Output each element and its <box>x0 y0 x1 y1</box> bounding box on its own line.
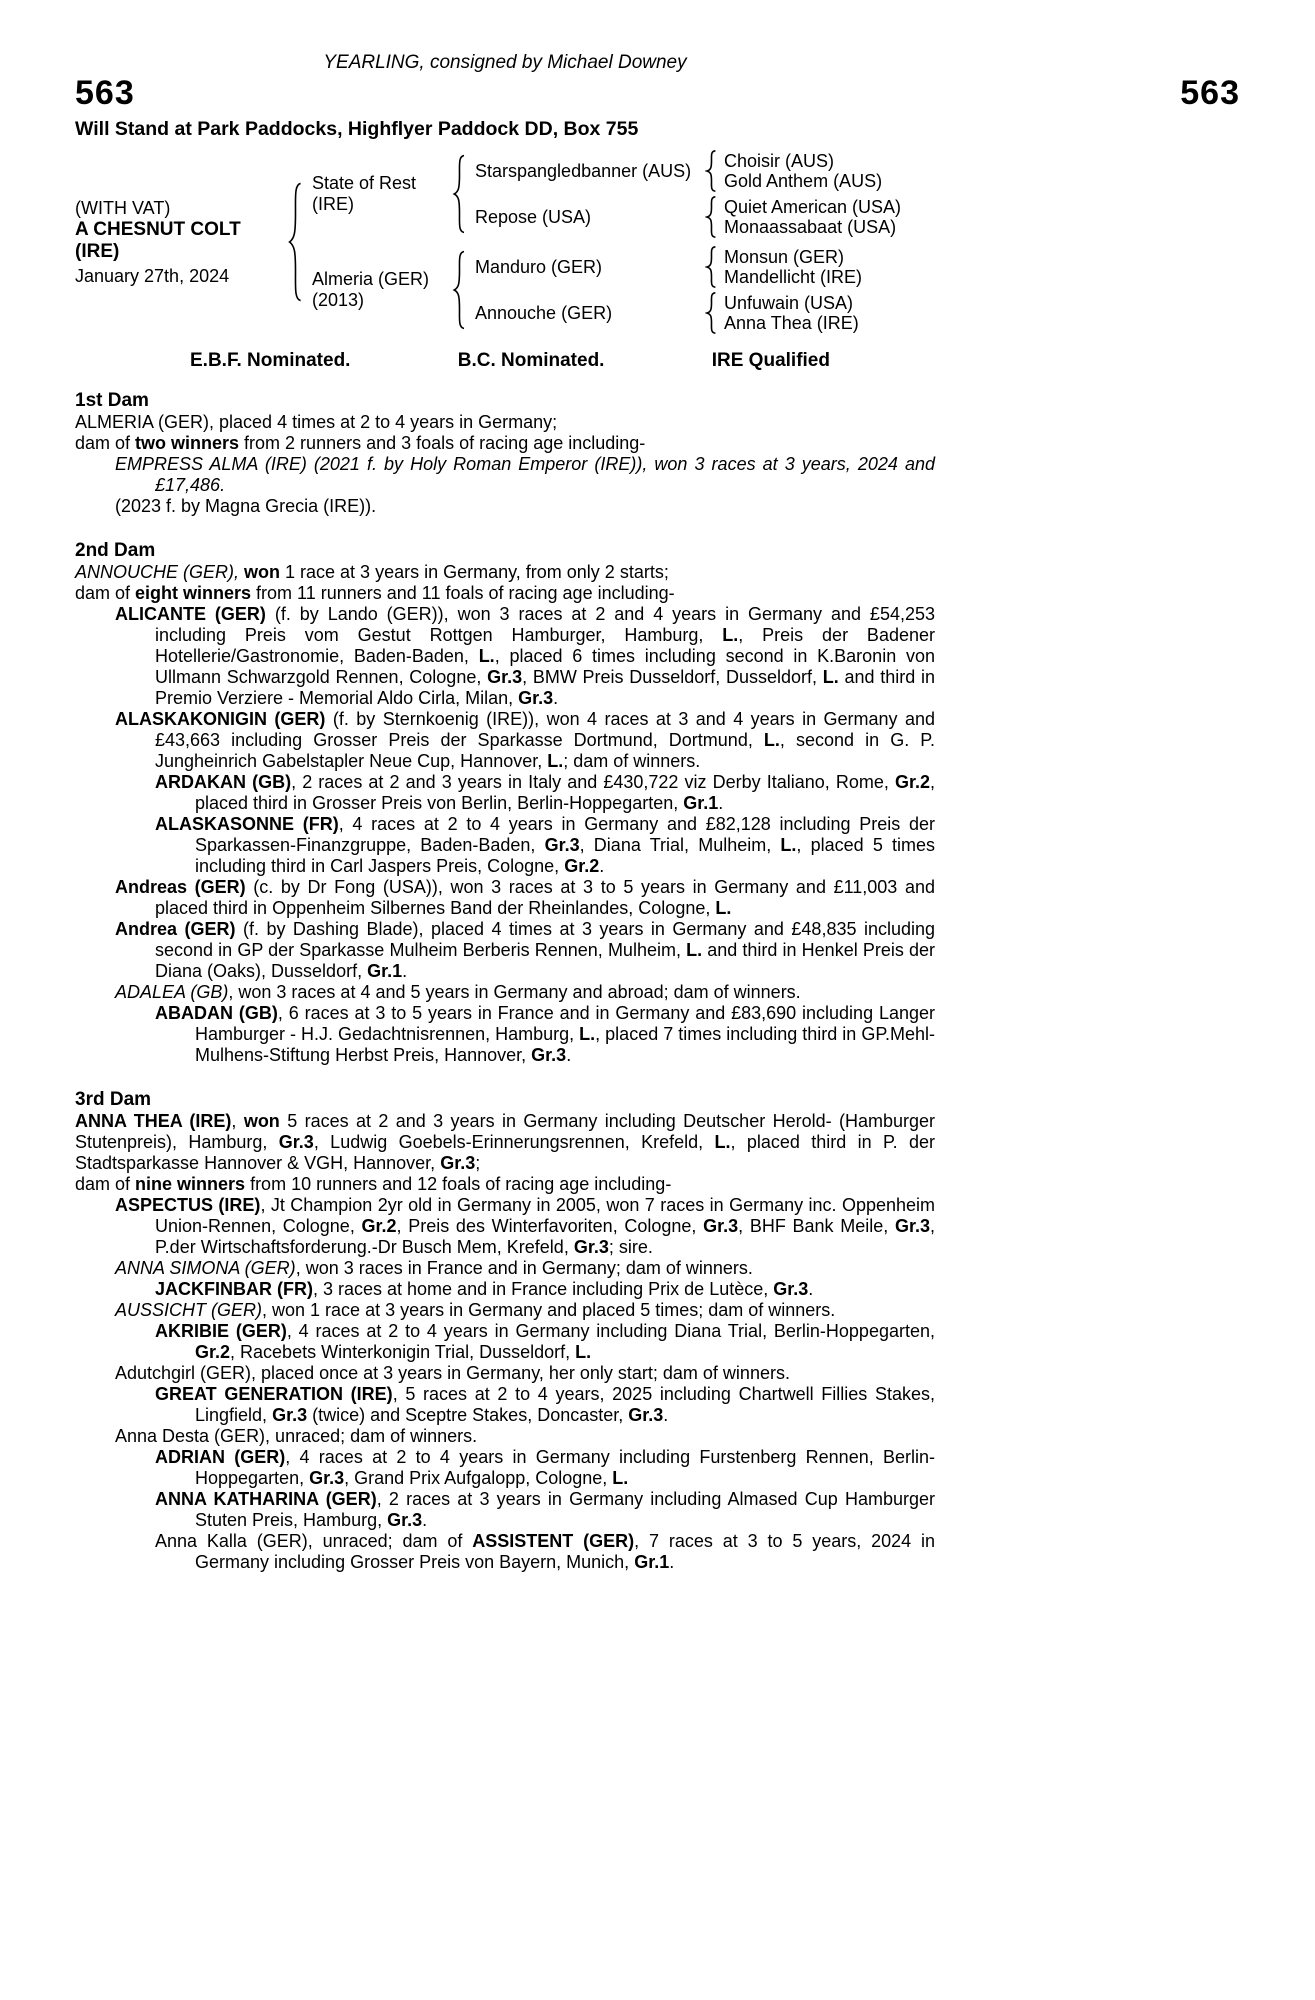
brace-icon <box>705 196 718 238</box>
pedigree-paragraph <box>75 412 935 433</box>
pedigree-paragraph <box>75 1195 935 1258</box>
text-segment: . <box>566 1045 572 1065</box>
text-segment: Gr.3 <box>518 688 554 708</box>
text-segment: JACKFINBAR (FR) <box>155 1279 313 1299</box>
text-segment: , placed 5 times including third in Carl Jaspers Preis, Cologne, <box>195 835 936 876</box>
text-segment: Andrea (GER) <box>115 919 236 939</box>
text-segment: nine winners <box>135 1174 246 1194</box>
text-segment: GREAT GENERATION (IRE) <box>155 1384 393 1404</box>
great-grandparent-name: Mandellicht (IRE) <box>724 267 863 287</box>
great-grandparents-column <box>718 247 862 287</box>
text-segment: . <box>402 961 408 981</box>
text-segment: , P.der Wirtschaftsforderung.-Dr Busch Mem, Krefeld, <box>155 1216 935 1257</box>
text-segment: ; sire. <box>608 1237 653 1257</box>
text-segment: ASSISTENT (GER) <box>472 1531 635 1551</box>
text-segment: , second in G. P. Jungheinrich Gabelstapler Neue Cup, Hannover, <box>155 730 935 771</box>
pedigree-paragraph <box>75 1426 935 1447</box>
text-segment: L. <box>547 751 564 771</box>
text-segment: Gr.3 <box>773 1279 809 1299</box>
text-segment: Gr.3 <box>272 1405 308 1425</box>
text-segment: , won 3 races in France and in Germany; dam of winners. <box>295 1258 753 1278</box>
text-segment: 1 race at 3 years in Germany, from only 2 starts; <box>280 562 669 582</box>
great-grandparents-column <box>718 151 882 191</box>
text-segment: Gr.2 <box>195 1342 231 1362</box>
great-grandparent-name: Monaassabaat (USA) <box>724 217 897 237</box>
text-segment: , 2 races at 3 years in Germany including Almased Cup Hamburger Stuten Preis, Hamburg, <box>195 1489 935 1530</box>
text-segment: two winners <box>135 433 240 453</box>
text-segment: ADALEA (GB) <box>115 982 229 1002</box>
pedigree-grandparent-block <box>467 292 862 334</box>
text-segment: , 4 races at 2 to 4 years in Germany including Furstenberg Rennen, Berlin-Hoppegarten, <box>195 1447 935 1488</box>
text-segment: , Grand Prix Aufgalopp, Cologne, <box>344 1468 613 1488</box>
great-grandparent-name: Choisir (AUS) <box>724 151 835 171</box>
nominations-row <box>190 350 830 371</box>
section-heading: 3rd Dam <box>75 1089 152 1110</box>
grandparent-name: Annouche (GER) <box>475 303 613 323</box>
colt-description: A CHESNUT COLT <box>75 219 241 240</box>
pedigree-paragraph <box>75 583 935 604</box>
brace-icon <box>452 154 467 234</box>
text-segment: . <box>808 1279 814 1299</box>
text-segment: , BHF Bank Meile, <box>738 1216 895 1236</box>
grandparents-column <box>467 246 862 334</box>
text-segment: , 4 races at 2 to 4 years in Germany including Diana Trial, Berlin-Hoppegarten, <box>286 1321 935 1341</box>
text-segment: , 5 races at 2 to 4 years, 2025 including Chartwell Fillies Stakes, Lingfield, <box>195 1384 935 1425</box>
text-segment: ALMERIA (GER), placed 4 times at 2 to 4 years in Germany; <box>75 412 558 432</box>
text-segment: L. <box>722 625 739 645</box>
parent-name-line: State of Rest <box>312 173 417 193</box>
text-segment: eight winners <box>135 583 252 603</box>
text-segment: from 2 runners and 3 foals of racing age including- <box>239 433 646 453</box>
text-segment: Adutchgirl (GER), placed once at 3 years in Germany, her only start; dam of winners. <box>115 1363 790 1383</box>
pedigree-parent-block <box>304 150 901 238</box>
parent-name <box>304 173 452 215</box>
great-grandparent-name: Anna Thea (IRE) <box>724 313 859 333</box>
dam-section <box>75 1088 935 1573</box>
great-grandparent-name: Unfuwain (USA) <box>724 293 854 313</box>
text-segment: Gr.3 <box>309 1468 345 1488</box>
text-segment: , BMW Preis Dusseldorf, Dusseldorf, <box>522 667 823 687</box>
stand-location-line: Will Stand at Park Paddocks, Highflyer Paddock DD, Box 755 <box>75 118 639 140</box>
text-segment: Gr.1 <box>367 961 403 981</box>
vat-note: (WITH VAT) <box>75 198 171 218</box>
pedigree-paragraph <box>75 496 935 517</box>
lot-number-row <box>75 73 1240 113</box>
text-segment: L. <box>612 1468 629 1488</box>
text-segment: Gr.3 <box>703 1216 739 1236</box>
nomination-ire-qualified: IRE Qualified <box>711 350 830 371</box>
text-segment: won <box>243 1111 280 1131</box>
pedigree-paragraph <box>75 1363 935 1384</box>
text-segment: ; <box>475 1153 481 1173</box>
great-grandparents-column <box>718 197 901 237</box>
pedigree-paragraph <box>75 814 935 877</box>
text-segment: (2023 f. by Magna Grecia (IRE)). <box>115 496 377 516</box>
parent-detail-line: (2013) <box>312 290 365 310</box>
pedigree-parents-column <box>304 150 901 334</box>
text-segment: Gr.3 <box>628 1405 664 1425</box>
pedigree-grandparent-block <box>467 196 901 238</box>
text-segment: Anna Desta (GER), unraced; dam of winners. <box>115 1426 478 1446</box>
text-segment: (twice) and Sceptre Stakes, Doncaster, <box>307 1405 629 1425</box>
text-segment: 5 races at 2 and 3 years in Germany including Deutscher Herold- (Hamburger Stutenpreis), Hamburg, <box>75 1111 935 1152</box>
pedigree-paragraph <box>75 1489 935 1531</box>
pedigree-parent-block <box>304 246 901 334</box>
text-segment: and third in Premio Verziere - Memorial Aldo Cirla, Milan, <box>155 667 935 708</box>
pedigree-paragraph <box>75 1003 935 1066</box>
text-segment: . <box>669 1552 675 1572</box>
pedigree-paragraph <box>75 1321 935 1363</box>
text-segment: , 7 races at 3 to 5 years, 2024 in Germany including Grosser Preis von Bayern, Munich, <box>195 1531 936 1572</box>
text-segment: Gr.3 <box>487 667 523 687</box>
text-segment: . <box>663 1405 669 1425</box>
text-segment: . <box>718 793 724 813</box>
text-segment: L. <box>715 898 732 918</box>
text-segment: and third in Henkel Preis der Diana (Oaks), Dusseldorf, <box>155 940 935 981</box>
text-segment: (f. by Dashing Blade), placed 4 times at 3 years in Germany and £48,835 including second in GP der Sparkasse Mulheim Berberis Rennen, Mulheim, <box>155 919 936 960</box>
lot-number-left: 563 <box>75 74 135 112</box>
text-segment: dam of <box>75 583 136 603</box>
text-segment: , won 3 races at 4 and 5 years in Germany and abroad; dam of winners. <box>228 982 801 1002</box>
text-segment: Gr.3 <box>440 1153 476 1173</box>
grandparent-name: Manduro (GER) <box>475 257 603 277</box>
text-segment: L. <box>478 646 495 666</box>
text-segment: . <box>422 1510 428 1530</box>
text-segment: ANNA KATHARINA (GER) <box>155 1489 377 1509</box>
pedigree-grandparent-block <box>467 150 901 192</box>
great-grandparent-name: Gold Anthem (AUS) <box>724 171 883 191</box>
text-segment: won <box>244 562 281 582</box>
text-segment: ADRIAN (GER) <box>155 1447 286 1467</box>
brace-icon <box>452 250 467 330</box>
pedigree-paragraph <box>75 919 935 982</box>
pedigree-paragraph <box>75 433 935 454</box>
text-segment: Gr.3 <box>573 1237 609 1257</box>
text-segment: ALICANTE (GER) <box>115 604 266 624</box>
text-segment: Gr.3 <box>278 1132 314 1152</box>
brace-icon <box>705 150 718 192</box>
pedigree-paragraph <box>75 454 935 496</box>
section-heading: 2nd Dam <box>75 540 156 561</box>
brace-icon <box>705 246 718 288</box>
dam-sections <box>75 389 935 1573</box>
text-segment: ASPECTUS (IRE) <box>115 1195 261 1215</box>
text-segment: , Racebets Winterkonigin Trial, Dusseldorf, <box>230 1342 576 1362</box>
text-segment: ; dam of winners. <box>563 751 701 771</box>
text-segment: L. <box>763 730 780 750</box>
text-segment: , Diana Trial, Mulheim, <box>579 835 781 855</box>
text-segment: , placed third in P. der Stadtsparkasse Hannover & VGH, Hannover, <box>75 1132 935 1173</box>
text-segment: ANNA SIMONA (GER) <box>115 1258 296 1278</box>
dam-section <box>75 389 935 517</box>
text-segment: . <box>553 688 559 708</box>
text-segment: Gr.2 <box>894 772 930 792</box>
great-grandparent-name: Quiet American (USA) <box>724 197 902 217</box>
text-segment: from 10 runners and 12 foals of racing age including- <box>245 1174 672 1194</box>
pedigree-paragraph <box>75 709 935 772</box>
text-segment: Gr.2 <box>361 1216 397 1236</box>
text-segment: ALASKAKONIGIN (GER) <box>115 709 326 729</box>
parent-name-line: Almeria (GER) <box>312 269 430 289</box>
parent-detail-line: (IRE) <box>312 194 354 214</box>
text-segment: , won 1 race at 3 years in Germany and placed 5 times; dam of winners. <box>262 1300 836 1320</box>
text-segment: ANNOUCHE (GER), <box>75 562 245 582</box>
text-segment: , placed 7 times including third in GP.Mehl-Mulhens-Stiftung Herbst Preis, Hannover, <box>195 1024 936 1065</box>
grandparent-name: Starspangledbanner (AUS) <box>475 161 692 181</box>
pedigree-paragraph <box>75 772 935 814</box>
pedigree-tree <box>287 150 901 334</box>
text-segment: (f. by Sternkoenig (IRE)), won 4 races at 3 and 4 years in Germany and £43,663 including Grosser Preis der Sparkasse Dortmund, Dortmund, <box>155 709 935 750</box>
great-grandparent-name: Monsun (GER) <box>724 247 845 267</box>
pedigree-paragraph <box>75 877 935 919</box>
text-segment: Anna Kalla (GER), unraced; dam of <box>155 1531 473 1551</box>
text-segment: , Ludwig Goebels-Erinnerungsrennen, Krefeld, <box>313 1132 715 1152</box>
text-segment: dam of <box>75 1174 136 1194</box>
text-segment: Gr.3 <box>531 1045 567 1065</box>
lot-number-right: 563 <box>1180 74 1240 112</box>
text-segment: (c. by Dr Fong (USA)), won 3 races at 3 to 5 years in Germany and £11,003 and placed third in Oppenheim Silbernes Band der Rheinlandes, Cologne, <box>155 877 935 918</box>
text-segment: Andreas (GER) <box>115 877 246 897</box>
pedigree-paragraph <box>75 1111 935 1174</box>
text-segment: ARDAKAN (GB) <box>155 772 292 792</box>
grandparents-column <box>467 150 901 238</box>
text-segment: L. <box>714 1132 731 1152</box>
pedigree-paragraph <box>75 982 935 1003</box>
text-segment: (f. by Lando (GER)), won 3 races at 2 and 4 years in Germany and £54,253 including Preis vom Gestut Rottgen Hamburger, Hamburg, <box>155 604 935 645</box>
consignor-line: YEARLING, consigned by Michael Downey <box>323 52 687 73</box>
text-segment: L. <box>686 940 703 960</box>
pedigree-paragraph <box>75 1384 935 1426</box>
great-grandparents-column <box>718 293 859 333</box>
text-segment: L. <box>579 1024 596 1044</box>
text-segment: , Jt Champion 2yr old in Germany in 2005, won 7 races in Germany inc. Oppenheim Union-Rennen, Cologne, <box>155 1195 935 1236</box>
text-segment: Gr.3 <box>894 1216 930 1236</box>
pedigree-paragraph <box>75 1447 935 1489</box>
foaling-date: January 27th, 2024 <box>75 266 230 286</box>
text-segment: Gr.1 <box>683 793 719 813</box>
text-segment: L. <box>822 667 839 687</box>
text-segment: , Preis der Badener Hotellerie/Gastronomie, Baden-Baden, <box>155 625 935 666</box>
text-segment: Gr.2 <box>564 856 600 876</box>
grandparent-name: Repose (USA) <box>475 207 592 227</box>
text-segment: , Preis des Winterfavoriten, Cologne, <box>396 1216 704 1236</box>
nomination-ebf: E.B.F. Nominated. <box>190 350 351 371</box>
text-segment: Gr.3 <box>544 835 580 855</box>
pedigree-grandparent-block <box>467 246 862 288</box>
dam-section <box>75 539 935 1066</box>
brace-icon <box>705 292 718 334</box>
text-segment: EMPRESS ALMA (IRE) (2021 f. by Holy Roman Emperor (IRE)), won 3 races at 3 years, 2024 and £17,486. <box>115 454 935 495</box>
text-segment: Gr.3 <box>387 1510 423 1530</box>
text-segment: , 4 races at 2 to 4 years in Germany and £82,128 including Preis der Sparkassen-Finanzgruppe, Baden-Baden, <box>195 814 936 855</box>
colt-country-suffix: (IRE) <box>75 241 120 262</box>
parent-name <box>304 269 452 311</box>
text-segment: , placed 6 times including second in K.Baronin von Ullmann Schwarzgold Rennen, Cologne, <box>155 646 935 687</box>
pedigree-paragraph <box>75 1279 935 1300</box>
text-segment: , <box>231 1111 244 1131</box>
pedigree-paragraph <box>75 1300 935 1321</box>
nomination-bc: B.C. Nominated. <box>457 350 605 371</box>
text-segment: L. <box>780 835 797 855</box>
text-segment: . <box>599 856 605 876</box>
text-segment: AUSSICHT (GER) <box>115 1300 263 1320</box>
offering-info <box>75 197 287 287</box>
text-segment: from 11 runners and 11 foals of racing age including- <box>251 583 675 603</box>
text-segment: ANNA THEA (IRE) <box>75 1111 232 1131</box>
text-segment: , placed third in Grosser Preis von Berlin, Berlin-Hoppegarten, <box>195 772 936 813</box>
text-segment: dam of <box>75 433 136 453</box>
text-segment: ALASKASONNE (FR) <box>155 814 339 834</box>
text-segment: , 3 races at home and in France including Prix de Lutèce, <box>312 1279 774 1299</box>
text-segment: AKRIBIE (GER) <box>155 1321 287 1341</box>
text-segment: , 2 races at 2 and 3 years in Italy and £430,722 viz Derby Italiano, Rome, <box>291 772 895 792</box>
pedigree-paragraph <box>75 562 935 583</box>
pedigree-paragraph <box>75 1174 935 1195</box>
brace-icon <box>287 181 304 303</box>
pedigree-paragraph <box>75 604 935 709</box>
pedigree <box>75 150 975 334</box>
text-segment: L. <box>575 1342 592 1362</box>
pedigree-paragraph <box>75 1531 935 1573</box>
text-segment: , 6 races at 3 to 5 years in France and in Germany and £83,690 including Langer Hamburger - H.J. Gedachtnisrennen, Hamburg, <box>195 1003 935 1044</box>
text-segment: ABADAN (GB) <box>155 1003 278 1023</box>
pedigree-paragraph <box>75 1258 935 1279</box>
section-heading: 1st Dam <box>75 390 149 411</box>
text-segment: Gr.1 <box>634 1552 670 1572</box>
